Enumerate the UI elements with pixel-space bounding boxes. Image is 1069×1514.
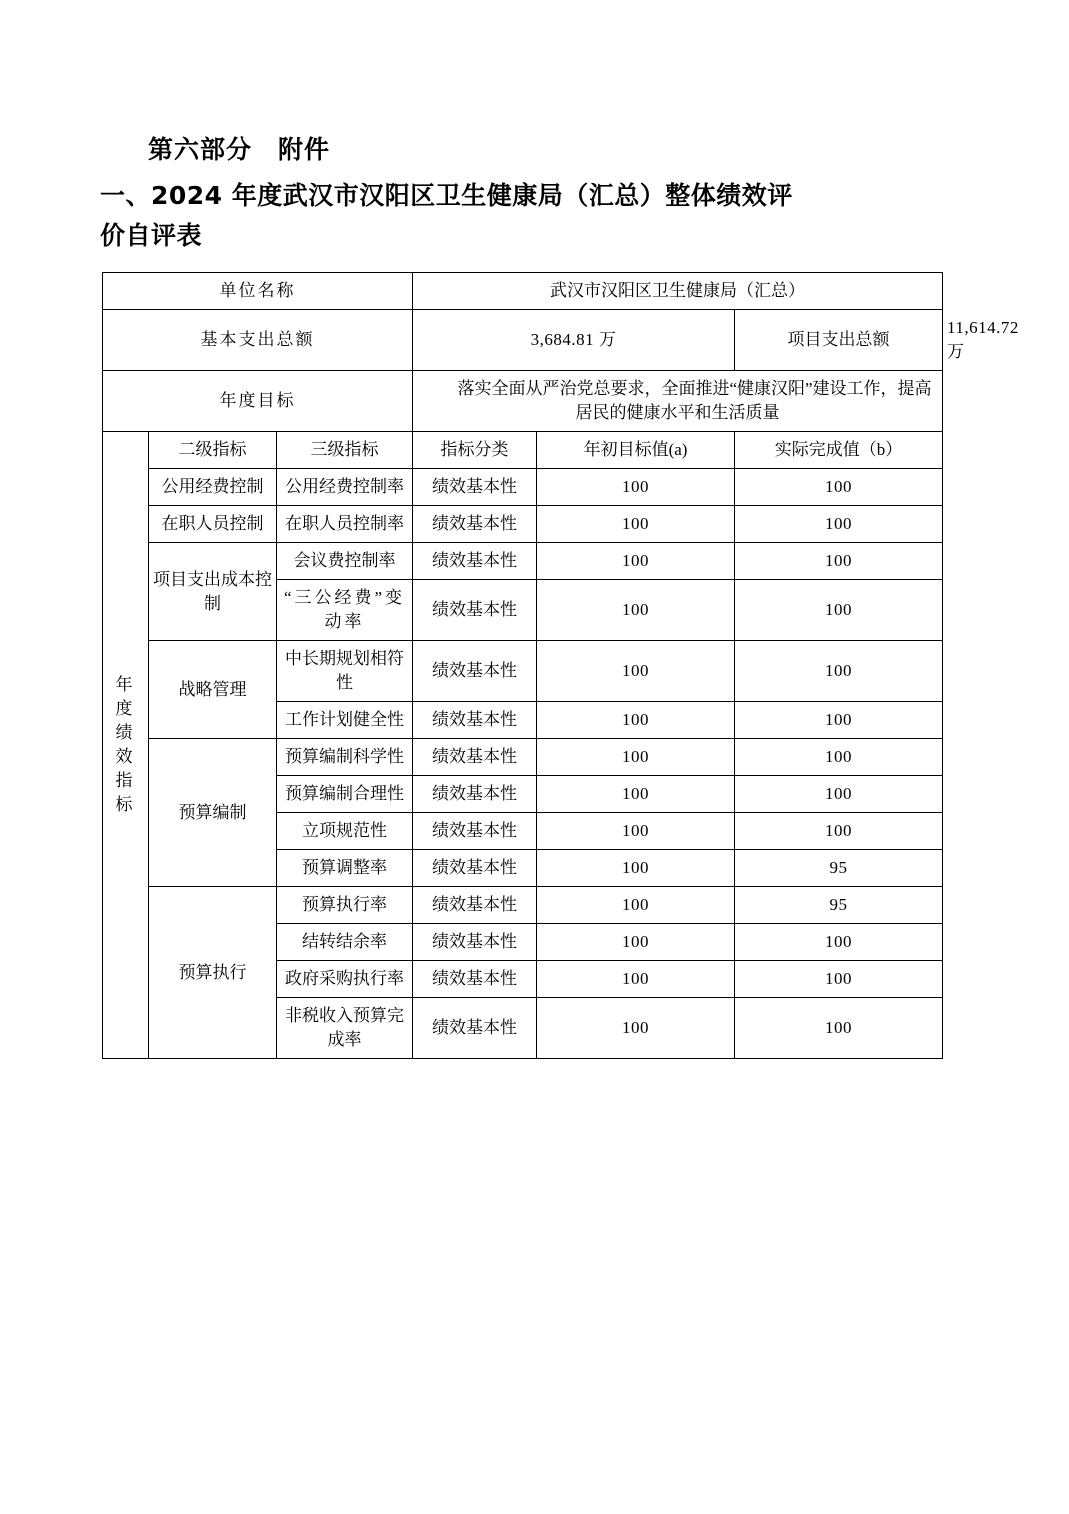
actual-cell: 100 [735, 702, 943, 739]
document-content [100, 130, 1019, 1059]
level3-cell: 政府采购执行率 [277, 961, 413, 998]
annual-goal-value: 落实全面从严治党总要求，全面推进“健康汉阳”建设工作，提高居民的健康水平和生活质量 [413, 371, 943, 432]
category-cell: 绩效基本性 [413, 998, 537, 1059]
table-row [103, 739, 943, 776]
level2-cell: 预算执行 [149, 887, 277, 1059]
level2-cell: 在职人员控制 [149, 506, 277, 543]
target-cell: 100 [537, 506, 735, 543]
level3-cell: 中长期规划相符性 [277, 641, 413, 702]
actual-cell: 100 [735, 924, 943, 961]
category-cell: 绩效基本性 [413, 961, 537, 998]
level3-cell: 预算编制科学性 [277, 739, 413, 776]
target-cell: 100 [537, 813, 735, 850]
category-cell: 绩效基本性 [413, 506, 537, 543]
level2-cell: 预算编制 [149, 739, 277, 887]
table-row [103, 543, 943, 580]
category-cell: 绩效基本性 [413, 776, 537, 813]
section-heading: 第六部分 附件 [148, 135, 331, 164]
table-row [103, 469, 943, 506]
level3-cell: 预算执行率 [277, 887, 413, 924]
row-group-label [103, 432, 149, 1059]
target-cell: 100 [537, 702, 735, 739]
target-cell: 100 [537, 739, 735, 776]
level3-cell: 会议费控制率 [277, 543, 413, 580]
level3-cell: 非税收入预算完成率 [277, 998, 413, 1059]
project-expenditure-label: 项目支出总额 [735, 310, 943, 371]
table-row [103, 506, 943, 543]
page-title-line2: 价自评表 [100, 221, 203, 250]
actual-cell: 100 [735, 961, 943, 998]
row-group-label-c3: 指 标 [115, 771, 136, 814]
actual-cell: 95 [735, 850, 943, 887]
unit-name-label: 单位名称 [103, 273, 413, 310]
header-level3: 三级指标 [277, 432, 413, 469]
page-title [100, 176, 960, 256]
annual-goal-label: 年度目标 [103, 371, 413, 432]
actual-cell: 100 [735, 580, 943, 641]
level3-cell: 工作计划健全性 [277, 702, 413, 739]
target-cell: 100 [537, 776, 735, 813]
category-cell: 绩效基本性 [413, 702, 537, 739]
category-cell: 绩效基本性 [413, 850, 537, 887]
row-group-label-c2: 绩 效 [115, 723, 136, 766]
category-cell: 绩效基本性 [413, 543, 537, 580]
actual-cell: 100 [735, 543, 943, 580]
category-cell: 绩效基本性 [413, 887, 537, 924]
target-cell: 100 [537, 850, 735, 887]
target-cell: 100 [537, 887, 735, 924]
category-cell: 绩效基本性 [413, 813, 537, 850]
table-row-annual-goal [103, 371, 943, 432]
table-row-expenditure: 基本支出总额 3,684.81 万 项目支出总额 11,614.72 万 [103, 310, 943, 371]
level3-cell: 立项规范性 [277, 813, 413, 850]
target-cell: 100 [537, 924, 735, 961]
table-row [103, 641, 943, 702]
level2-cell: 战略管理 [149, 641, 277, 739]
target-cell: 100 [537, 961, 735, 998]
table-header-row [103, 432, 943, 469]
level3-cell: 公用经费控制率 [277, 469, 413, 506]
header-category: 指标分类 [413, 432, 537, 469]
unit-name-value: 武汉市汉阳区卫生健康局（汇总） [413, 273, 943, 310]
level3-cell: 结转结余率 [277, 924, 413, 961]
header-target: 年初目标值(a) [537, 432, 735, 469]
level3-cell: “三公经费”变动率 [277, 580, 413, 641]
header-level2: 二级指标 [149, 432, 277, 469]
actual-cell: 100 [735, 739, 943, 776]
actual-cell: 95 [735, 887, 943, 924]
category-cell: 绩效基本性 [413, 469, 537, 506]
category-cell: 绩效基本性 [413, 580, 537, 641]
target-cell: 100 [537, 580, 735, 641]
category-cell: 绩效基本性 [413, 739, 537, 776]
level3-cell: 预算编制合理性 [277, 776, 413, 813]
target-cell: 100 [537, 641, 735, 702]
target-cell: 100 [537, 543, 735, 580]
target-cell: 100 [537, 998, 735, 1059]
actual-cell: 100 [735, 998, 943, 1059]
category-cell: 绩效基本性 [413, 641, 537, 702]
level2-cell: 项目支出成本控制 [149, 543, 277, 641]
row-group-label-c1: 年 度 [115, 675, 136, 718]
actual-cell: 100 [735, 506, 943, 543]
basic-expenditure-value: 3,684.81 万 [413, 310, 735, 371]
table-row [103, 887, 943, 924]
page-title-line1: 一、2024 年度武汉市汉阳区卫生健康局（汇总）整体绩效评 [100, 181, 793, 210]
target-cell: 100 [537, 469, 735, 506]
header-actual: 实际完成值（b） [735, 432, 943, 469]
basic-expenditure-label: 基本支出总额 [103, 310, 413, 371]
actual-cell: 100 [735, 813, 943, 850]
table-row-unit-name [103, 273, 943, 310]
actual-cell: 100 [735, 776, 943, 813]
level3-cell: 预算调整率 [277, 850, 413, 887]
performance-self-evaluation-table [102, 272, 1019, 1059]
actual-cell: 100 [735, 641, 943, 702]
category-cell: 绩效基本性 [413, 924, 537, 961]
level3-cell: 在职人员控制率 [277, 506, 413, 543]
level2-cell: 公用经费控制 [149, 469, 277, 506]
actual-cell: 100 [735, 469, 943, 506]
